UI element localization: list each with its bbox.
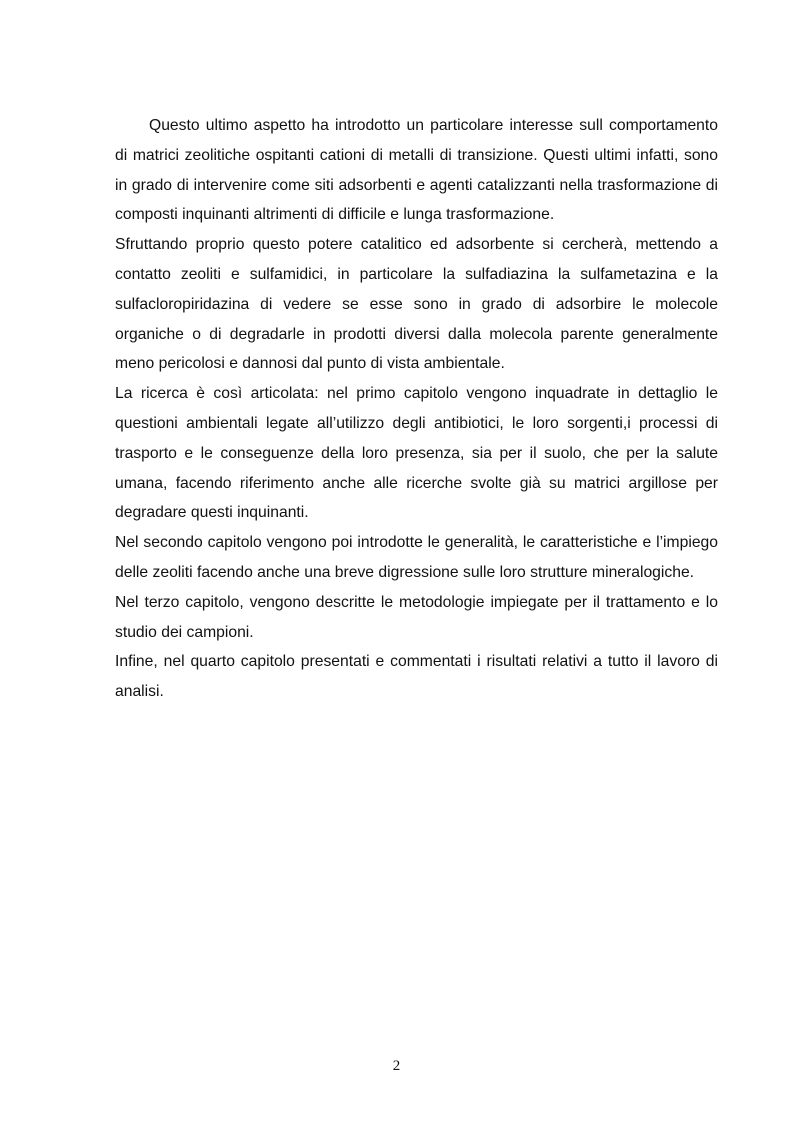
page-number: 2 (392, 1058, 401, 1074)
paragraph-5: Nel terzo capitolo, vengono descritte le metodologie impiegate per il trattamento e lo studio dei campioni. (115, 593, 718, 641)
paragraph-1: Questo ultimo aspetto ha introdotto un particolare interesse sull comportamento di matrici zeolitiche ospitanti cationi di metalli di transizione. Questi ultimi infatti, sono in grado di intervenire come siti adsorbenti e agenti catalizzanti nella trasformazione di composti inquinanti altrimenti di difficile e lunga trasformazione. (115, 117, 718, 224)
paragraph-6: Infine, nel quarto capitolo presentati e commentati i risultati relativi a tutto il lavoro di analisi. (115, 653, 718, 701)
body-text (115, 111, 718, 707)
paragraph-3: La ricerca è così articolata: nel primo capitolo vengono inquadrate in dettaglio le questioni ambientali legate all’utilizzo degli antibiotici, le loro sorgenti,i processi di trasporto e le conseguenze della loro presenza, sia per il suolo, che per la salute umana, facendo riferimento anche alle ricerche svolte già su matrici argillose per degradare questi inquinanti. (115, 385, 718, 522)
paragraph-2: Sfruttando proprio questo potere catalitico ed adsorbente si cercherà, mettendo a contatto zeoliti e sulfamidici, in particolare la sulfadiazina la sulfametazina e la sulfacloropiridazina di vedere se esse sono in grado di adsorbire le molecole organiche o di degradarle in prodotti diversi dalla molecola parente generalmente meno pericolosi e dannosi dal punto di vista ambientale. (115, 236, 718, 373)
paragraph-4: Nel secondo capitolo vengono poi introdotte le generalità, le caratteristiche e l’impiego delle zeoliti facendo anche una breve digressione sulle loro strutture mineralogiche. (115, 534, 718, 581)
